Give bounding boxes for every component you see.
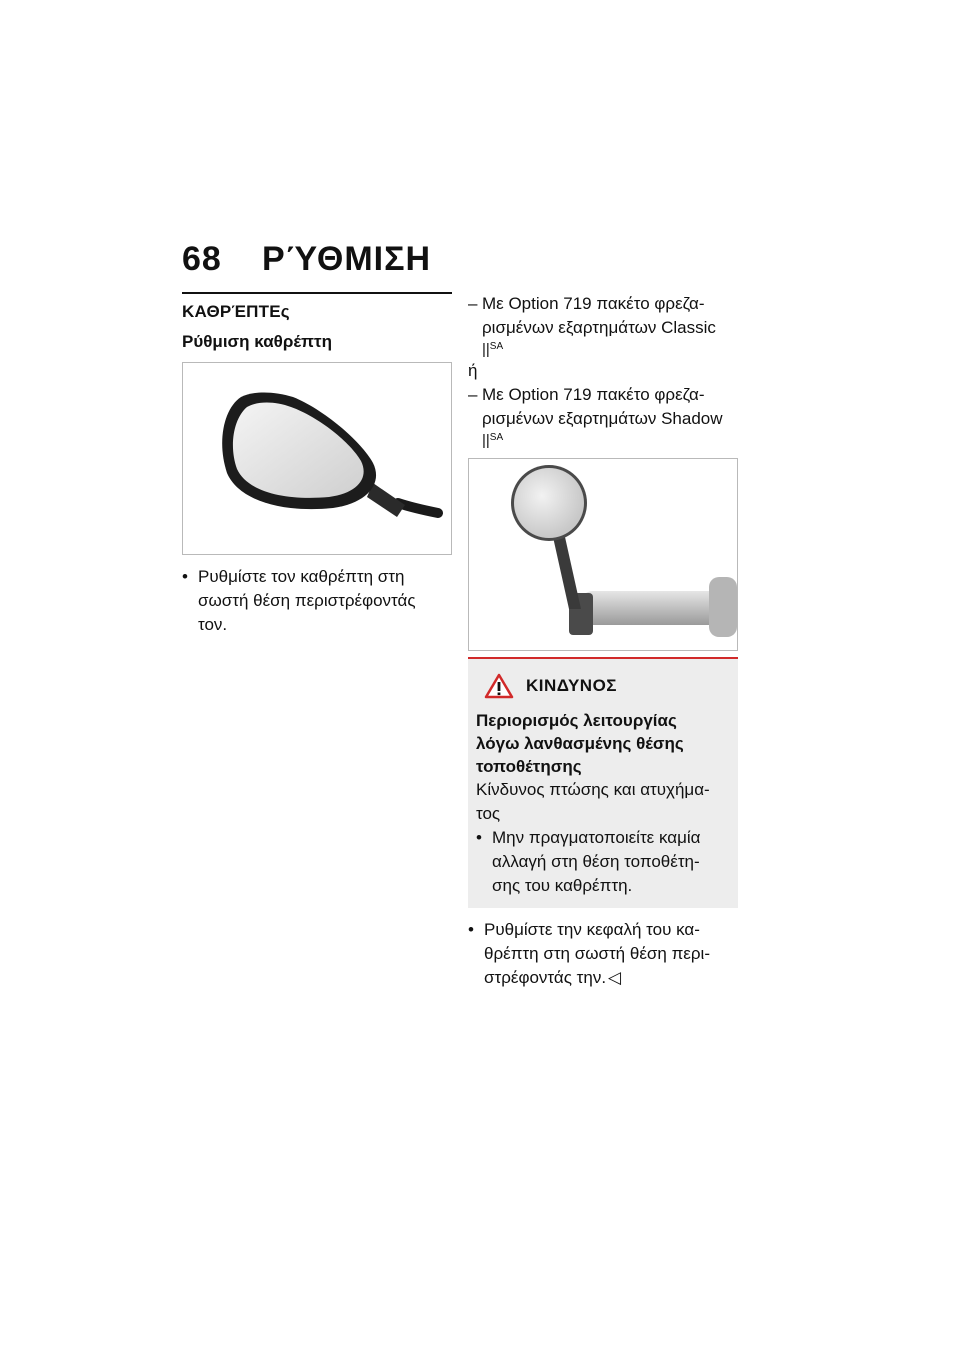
danger-title (476, 709, 728, 778)
option-line: ρισμένων εξαρτημάτων Shadow (482, 409, 723, 428)
danger-header (484, 673, 728, 699)
option-line: ρισμένων εξαρτημάτων Classic (482, 318, 716, 337)
instruction-line: • Ρυθμίστε τον καθρέπτη στη (198, 567, 405, 586)
sa-marker: $||^{SA}$ (482, 341, 504, 358)
right-column (468, 292, 738, 990)
adjust-head-instruction (468, 918, 738, 990)
mirrors-heading: ΚΑΘΡΈΠΤΕς (182, 302, 290, 321)
danger-warning-box (468, 657, 738, 908)
heading-rule (182, 292, 452, 294)
instruction-line: σωστή θέση περιστρέφοντάς (198, 591, 416, 610)
warning-triangle-icon (484, 673, 514, 699)
page-number: 68 (182, 240, 222, 278)
bar-end-mirror-illustration (468, 458, 738, 651)
option-line: Με Option 719 πακέτο φρεζα- (482, 294, 705, 313)
danger-instruction-line: • Μην πραγματοποιείτε καμία (492, 828, 701, 847)
danger-text-line: τος (476, 804, 501, 823)
danger-title-line: λόγω λανθασμένης θέσης (476, 734, 684, 753)
danger-instruction-line: αλλαγή στη θέση τοποθέτη- (492, 852, 700, 871)
instruction-line: • Ρυθμίστε την κεφαλή του κα- (484, 920, 700, 939)
section-title: ΡΎΘΜΙΣΗ (262, 240, 432, 278)
mirror-illustration (182, 362, 452, 555)
danger-title-line: Περιορισμός λειτουργίας (476, 711, 677, 730)
adjust-mirror-instruction (182, 565, 452, 637)
instruction-line: στρέφοντάς την. ◁ (484, 966, 738, 990)
instruction-line: τον. (198, 615, 228, 634)
instruction-line: θρέπτη στη σωστή θέση περι- (484, 944, 710, 963)
danger-description (476, 778, 728, 826)
option-shadow (468, 383, 738, 431)
left-column (182, 292, 452, 637)
dash-marker: – (468, 294, 478, 313)
end-of-section-icon: ◁ (608, 968, 622, 987)
option-classic (468, 292, 738, 340)
danger-instruction (476, 826, 728, 898)
mirror-adjust-subheading: Ρύθμιση καθρέπτη (182, 332, 333, 351)
danger-instruction-line: σης του καθρέπτη. (492, 876, 633, 895)
danger-text-line: Κίνδυνος πτώσης και ατυχήμα- (476, 780, 710, 799)
dash-marker: – (468, 385, 478, 404)
or-text: ή (468, 361, 478, 380)
danger-title-line: τοποθέτησης (476, 757, 582, 776)
sa-marker: $||^{SA}$ (482, 432, 504, 449)
option-line: Με Option 719 πακέτο φρεζα- (482, 385, 705, 404)
danger-label: ΚΙΝΔΥΝΟΣ (526, 676, 617, 695)
